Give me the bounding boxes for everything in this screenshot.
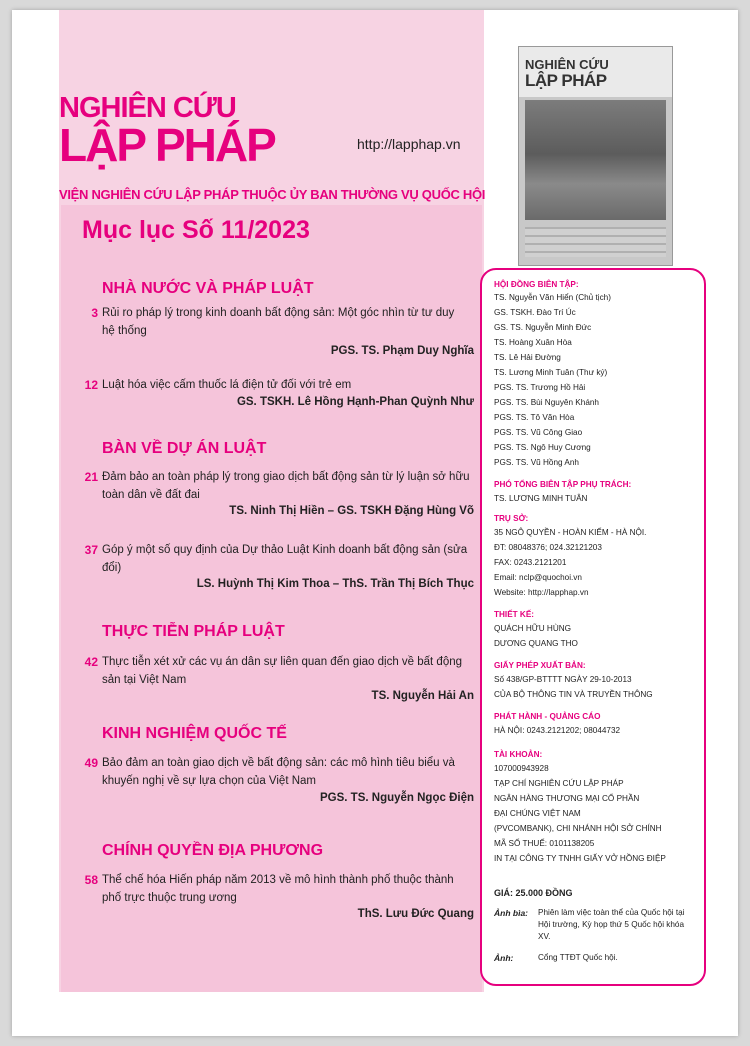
article-page-number: 12 xyxy=(84,378,98,392)
designer: QUÁCH HỮU HÙNG xyxy=(494,624,572,633)
deputy-name: TS. LƯƠNG MINH TUÂN xyxy=(494,494,588,503)
article-title[interactable]: Đảm bảo an toàn pháp lý trong giao dịch bất động sản từ lý luận sở hữu toàn dân về đất đai xyxy=(102,471,470,501)
distribution-line: HÀ NỘI: 0243.2121202; 08044732 xyxy=(494,726,621,735)
office-line: FAX: 0243.2121201 xyxy=(494,558,567,567)
board-member: GS. TSKH. Đào Trí Úc xyxy=(494,308,576,317)
article-title[interactable]: Góp ý một số quy định của Dự thảo Luật Kinh doanh bất động sản (sửa đổi) xyxy=(102,544,468,574)
board-member: TS. Hoàng Xuân Hòa xyxy=(494,338,572,347)
article-title[interactable]: Rủi ro pháp lý trong kinh doanh bất động sản: Một góc nhìn từ tư duy hệ thống xyxy=(102,307,455,337)
board-heading: HỘI ĐỒNG BIÊN TẬP: xyxy=(494,280,579,289)
office-heading: TRỤ SỞ: xyxy=(494,514,529,523)
photo-credit-label: Ảnh: xyxy=(494,953,514,963)
board-member: GS. TS. Nguyễn Minh Đức xyxy=(494,323,592,332)
board-member: TS. Nguyễn Văn Hiển (Chủ tịch) xyxy=(494,293,611,302)
cover-title-line1: NGHIÊN CỨU xyxy=(525,57,609,72)
article-author: TS. Ninh Thị Hiền – GS. TSKH Đặng Hùng Võ xyxy=(229,505,474,517)
article-title[interactable]: Thực tiễn xét xử các vụ án dân sự liên quan đến giao dịch về bất động sản tại Việt Nam xyxy=(102,656,463,686)
board-member: PGS. TS. Vũ Công Giao xyxy=(494,428,583,437)
masthead-title-line2: LẬP PHÁP xyxy=(59,119,275,171)
license-line: CỦA BỘ THÔNG TIN VÀ TRUYỀN THÔNG xyxy=(494,690,653,699)
designer: DƯƠNG QUANG THO xyxy=(494,639,578,648)
article-page-number: 37 xyxy=(84,543,98,557)
board-member: PGS. TS. Tô Văn Hòa xyxy=(494,413,575,422)
cover-photo xyxy=(525,100,666,220)
account-line: ĐẠI CHÚNG VIỆT NAM xyxy=(494,809,581,818)
article-title[interactable]: Thể chế hóa Hiến pháp năm 2013 về mô hình thành phố thuộc thành phố trực thuộc trung ương xyxy=(102,874,454,904)
board-member: TS. Lương Minh Tuân (Thư ký) xyxy=(494,368,608,377)
license-heading: GIẤY PHÉP XUẤT BẢN: xyxy=(494,661,586,670)
account-line: MÃ SỐ THUẾ: 0101138205 xyxy=(494,839,595,848)
design-heading: THIẾT KẾ: xyxy=(494,610,535,619)
cover-caption-text: Phiên làm việc toàn thể của Quốc hội tại Hội trường, Kỳ họp thứ 5 Quốc hội khóa XV. xyxy=(538,908,685,941)
section-heading: THỰC TIỄN PHÁP LUẬT xyxy=(102,623,285,640)
photo-credit-text: Cổng TTĐT Quốc hội. xyxy=(538,953,618,962)
article-page-number: 42 xyxy=(84,655,98,669)
article-author: GS. TSKH. Lê Hồng Hạnh-Phan Quỳnh Như xyxy=(236,396,474,408)
office-website[interactable]: Website: http://lapphap.vn xyxy=(494,588,589,597)
article-title[interactable]: Luật hóa việc cấm thuốc lá điện tử đối với trẻ em xyxy=(102,379,352,391)
account-heading: TÀI KHOẢN: xyxy=(494,750,543,759)
article-page-number: 3 xyxy=(91,306,98,320)
article-page-number: 21 xyxy=(84,470,98,484)
deputy-heading: PHÓ TỔNG BIÊN TẬP PHỤ TRÁCH: xyxy=(494,480,632,489)
cover-caption-label: Ảnh bìa: xyxy=(494,908,528,918)
board-member: PGS. TS. Trương Hồ Hải xyxy=(494,383,586,392)
cover-title-line2: LẬP PHÁP xyxy=(525,71,607,90)
cover-thumbnail xyxy=(518,46,673,266)
website-url: http://lapphap.vn xyxy=(357,136,461,152)
office-email[interactable]: Email: nclp@quochoi.vn xyxy=(494,573,582,582)
article-author: LS. Huỳnh Thị Kim Thoa – ThS. Trần Thị Bích Thục xyxy=(196,578,474,590)
cover-text-lines xyxy=(525,227,666,257)
masthead-subtitle: VIỆN NGHIÊN CỨU LẬP PHÁP THUỘC ỦY BAN THƯỜNG VỤ QUỐC HỘI xyxy=(59,187,486,202)
magazine-page xyxy=(12,10,738,1036)
article-page-number: 58 xyxy=(84,873,98,887)
section-heading: BÀN VỀ DỰ ÁN LUẬT xyxy=(102,440,267,457)
article-title[interactable]: Bảo đảm an toàn giao dịch về bất động sản: các mô hình tiêu biểu và khuyến nghị về sự lựa chọn của Việt Nam xyxy=(102,757,455,787)
distribution-heading: PHÁT HÀNH - QUẢNG CÁO xyxy=(494,712,601,721)
board-member: PGS. TS. Bùi Nguyên Khánh xyxy=(494,398,599,407)
account-line: 107000943928 xyxy=(494,764,549,773)
board-member: PGS. TS. Ngô Huy Cương xyxy=(494,443,591,452)
section-heading: KINH NGHIỆM QUỐC TẾ xyxy=(102,725,287,742)
board-member: TS. Lê Hải Đường xyxy=(494,353,561,362)
account-line: NGÂN HÀNG THƯƠNG MẠI CỔ PHẦN xyxy=(494,794,640,803)
section-heading: NHÀ NƯỚC VÀ PHÁP LUẬT xyxy=(102,280,314,297)
office-line: 35 NGÔ QUYỀN - HOÀN KIẾM - HÀ NỘI. xyxy=(494,528,647,537)
article-author: ThS. Lưu Đức Quang xyxy=(357,908,474,920)
account-line: TẠP CHÍ NGHIÊN CỨU LẬP PHÁP xyxy=(494,779,624,788)
article-page-number: 49 xyxy=(84,756,98,770)
article-author: PGS. TS. Nguyễn Ngọc Điện xyxy=(320,792,474,804)
license-line: Số 438/GP-BTTTT NGÀY 29-10-2013 xyxy=(494,675,632,684)
office-line: ĐT: 08048376; 024.32121203 xyxy=(494,543,602,552)
article-author: TS. Nguyễn Hải An xyxy=(371,690,474,702)
account-line: (PVCOMBANK), CHI NHÁNH HỘI SỞ CHÍNH xyxy=(494,824,662,833)
section-heading: CHÍNH QUYỀN ĐỊA PHƯƠNG xyxy=(102,842,324,859)
board-member: PGS. TS. Vũ Hồng Anh xyxy=(494,458,579,467)
toc-title: Mục lục Số 11/2023 xyxy=(82,216,310,244)
account-line: IN TẠI CÔNG TY TNHH GIẤY VỞ HỒNG ĐIỆP xyxy=(494,854,666,863)
article-author: PGS. TS. Phạm Duy Nghĩa xyxy=(330,345,474,357)
masthead-title-line1: NGHIÊN CỨU xyxy=(59,92,236,124)
price: GIÁ: 25.000 ĐỒNG xyxy=(494,888,573,898)
